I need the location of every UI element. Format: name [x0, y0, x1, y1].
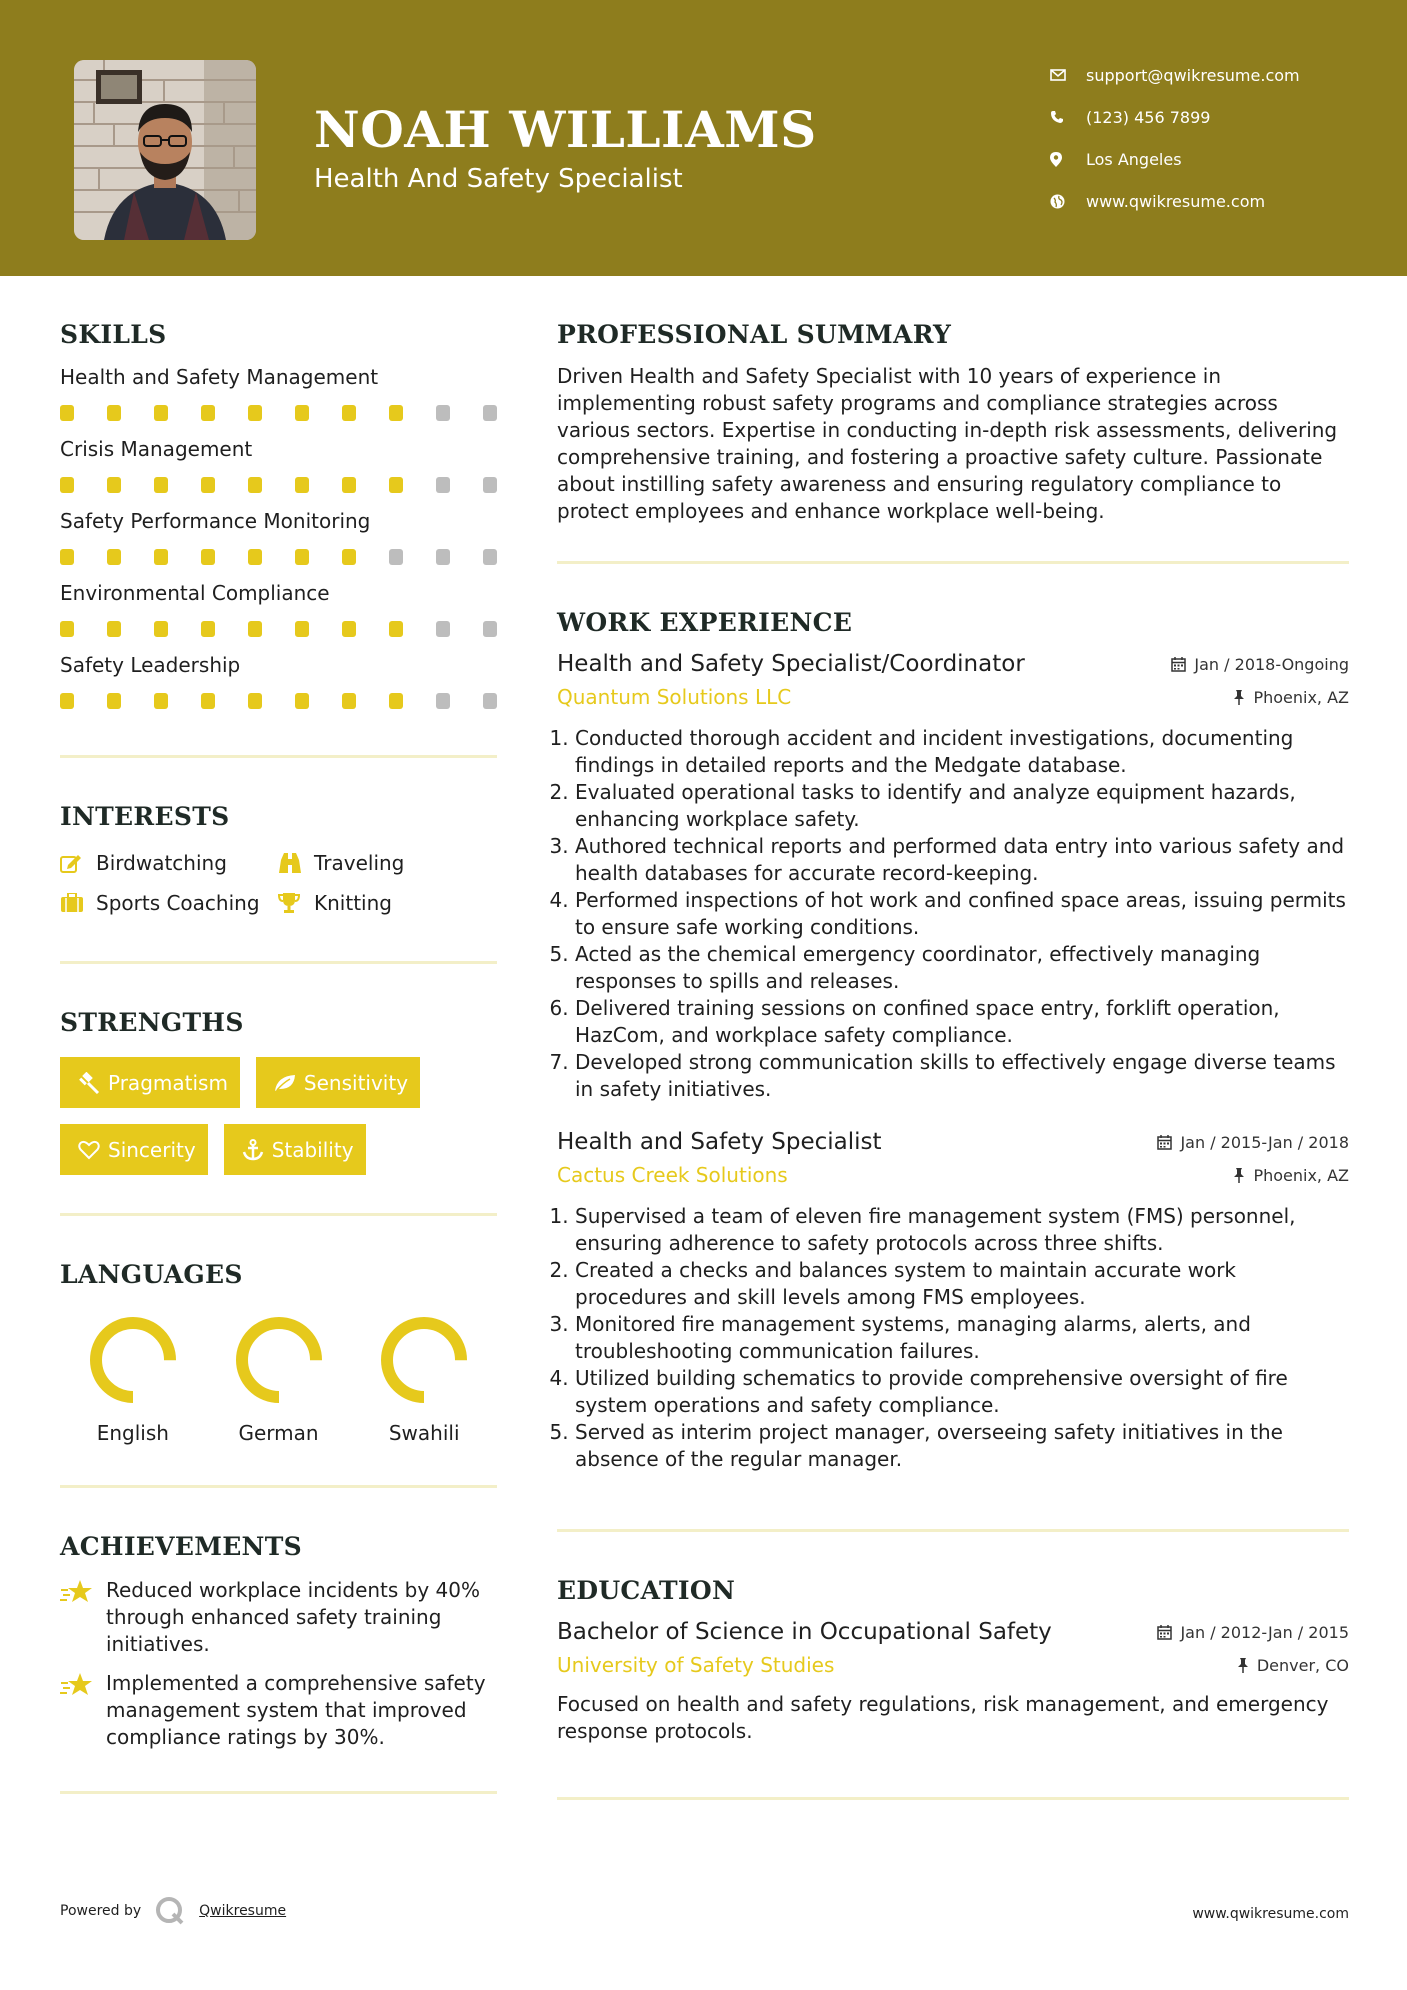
footer-powered-by — [60, 1896, 286, 1926]
leaf-icon — [266, 1073, 304, 1093]
heart-icon — [70, 1140, 108, 1160]
strength-chip — [256, 1057, 420, 1108]
strength-label: Sincerity — [108, 1137, 196, 1162]
skill-name: Crisis Management — [60, 437, 253, 461]
rating-dot-filled — [201, 621, 215, 637]
job-bullet: 1. Supervised a team of eleven fire management system (FMS) personnel, ensuring adherence to safety protocols across three shifts. — [575, 1203, 1349, 1257]
job-bullet: 4. Performed inspections of hot work and confined space areas, issuing permits to ensure safe working conditions. — [575, 887, 1349, 941]
skill-name: Health and Safety Management — [60, 365, 379, 389]
strengths-title: STRENGTHS — [60, 1008, 244, 1037]
contact-website[interactable] — [1050, 180, 1390, 222]
language-level-ring — [379, 1315, 469, 1405]
interests-title: INTERESTS — [60, 802, 230, 831]
rating-dot-filled — [248, 477, 262, 493]
binoculars-icon — [278, 852, 314, 874]
job-title: Health and Safety Specialist — [557, 1129, 882, 1155]
achievements-title: ACHIEVEMENTS — [60, 1532, 302, 1561]
summary-title: PROFESSIONAL SUMMARY — [557, 320, 952, 349]
powered-by-text: Powered by — [60, 1903, 142, 1919]
rating-dot-filled — [60, 621, 74, 637]
interests-section — [60, 802, 497, 915]
interest-label: Birdwatching — [96, 851, 227, 875]
profile-photo — [74, 60, 256, 240]
rating-dot-filled — [248, 693, 262, 709]
language-level-arc — [387, 1323, 461, 1397]
job-bullets — [557, 725, 1349, 1103]
rating-dot-filled — [60, 693, 74, 709]
rating-dot-filled — [107, 477, 121, 493]
rating-dot-empty — [389, 549, 403, 565]
strengths-section — [60, 1008, 497, 1175]
skill-item — [60, 435, 497, 493]
job-entry — [557, 1129, 1349, 1473]
education-location — [1237, 1656, 1349, 1675]
trophy-icon — [278, 892, 314, 914]
rating-dot-filled — [389, 405, 403, 421]
job-date-text: Jan / 2018-Ongoing — [1194, 654, 1349, 674]
rating-dot-empty — [436, 693, 450, 709]
anchor-icon — [234, 1139, 272, 1161]
qwikresume-logo-icon — [155, 1896, 185, 1926]
interests-list — [60, 851, 497, 915]
education-title: EDUCATION — [557, 1576, 736, 1605]
rating-dot-filled — [107, 693, 121, 709]
language-level-ring — [234, 1315, 324, 1405]
interest-item — [60, 891, 278, 915]
right-column — [557, 320, 1349, 1800]
rating-dot-filled — [295, 405, 309, 421]
rating-dot-filled — [295, 477, 309, 493]
education-date-text: Jan / 2012-Jan / 2015 — [1180, 1622, 1349, 1642]
pencil-square-icon — [60, 853, 96, 873]
rating-dot-filled — [107, 405, 121, 421]
rating-dot-empty — [436, 549, 450, 565]
interest-item — [278, 891, 497, 915]
language-label: Swahili — [388, 1421, 460, 1445]
job-title: Health and Safety Specialist/Coordinator — [557, 651, 1025, 677]
achievement-item — [60, 1670, 497, 1751]
experience-title: WORK EXPERIENCE — [557, 608, 853, 637]
language-label: German — [238, 1421, 319, 1445]
gavel-icon — [70, 1072, 108, 1094]
achievements-section — [60, 1532, 497, 1751]
job-date-text: Jan / 2015-Jan / 2018 — [1180, 1132, 1349, 1152]
calendar-icon — [1171, 657, 1186, 672]
rating-dot-empty — [483, 549, 497, 565]
skill-item — [60, 363, 497, 421]
rating-dot-filled — [60, 405, 74, 421]
job-bullet: 2. Created a checks and balances system to maintain accurate work procedures and skill levels among FMS employees. — [575, 1257, 1349, 1311]
skill-name: Environmental Compliance — [60, 581, 330, 605]
rating-dot-filled — [248, 405, 262, 421]
rating-dot-filled — [295, 693, 309, 709]
rating-dot-filled — [342, 477, 356, 493]
strength-label: Stability — [271, 1137, 354, 1162]
job-location-text: Phoenix, AZ — [1253, 687, 1349, 707]
job-bullet: 1. Conducted thorough accident and incident investigations, documenting findings in detailed reports and the Medgate database. — [575, 725, 1349, 779]
language-label: English — [96, 1421, 169, 1445]
job-bullet: 5. Served as interim project manager, overseeing safety initiatives in the absence of the regular manager. — [575, 1419, 1349, 1473]
section-divider — [60, 961, 497, 964]
rating-dot-filled — [154, 477, 168, 493]
section-divider — [60, 1485, 497, 1488]
interest-item — [60, 851, 278, 875]
rating-dot-empty — [483, 477, 497, 493]
star-icon — [60, 1670, 106, 1751]
contact-email[interactable] — [1050, 54, 1390, 96]
rating-dot-filled — [201, 693, 215, 709]
job-bullet: 3. Monitored fire management systems, managing alarms, alerts, and troubleshooting communication failures. — [575, 1311, 1349, 1365]
rating-dot-filled — [60, 477, 74, 493]
interest-label: Traveling — [314, 851, 405, 875]
strength-label: Sensitivity — [303, 1070, 409, 1095]
job-bullet: 5. Acted as the chemical emergency coordinator, effectively managing responses to spills and releases. — [575, 941, 1349, 995]
rating-dot-filled — [107, 621, 121, 637]
language-item — [351, 1315, 497, 1445]
brand-link[interactable]: Qwikresume — [199, 1903, 287, 1919]
language-level-ring — [88, 1315, 178, 1405]
rating-dot-filled — [295, 621, 309, 637]
experience-section — [557, 608, 1349, 1473]
rating-dot-empty — [483, 621, 497, 637]
summary-text: Driven Health and Safety Specialist with 10 years of experience in implementing robust safety programs and compliance strategies across various sectors. Expertise in conducting in-depth risk assessments, delivering comprehensive training, and fostering a proactive safety culture. Passionate about instilling safety awareness and ensuring regulatory compliance to protect employees and enhance workplace well-being. — [557, 364, 1338, 523]
rating-dot-filled — [60, 549, 74, 565]
languages-section — [60, 1260, 497, 1445]
strength-chip — [60, 1057, 240, 1108]
company-name: Cactus Creek Solutions — [557, 1163, 788, 1187]
section-divider — [60, 1213, 497, 1216]
section-divider — [557, 1797, 1349, 1800]
skill-name: Safety Leadership — [60, 653, 241, 677]
skill-rating — [60, 693, 497, 709]
rating-dot-filled — [154, 693, 168, 709]
skill-rating — [60, 477, 497, 493]
job-bullet: 4. Utilized building schematics to provide comprehensive oversight of fire system operations and safety compliance. — [575, 1365, 1349, 1419]
education-entry — [557, 1619, 1349, 1745]
skill-name: Safety Performance Monitoring — [60, 509, 371, 533]
skill-rating — [60, 405, 497, 421]
job-location — [1233, 688, 1349, 707]
rating-dot-filled — [201, 477, 215, 493]
job-date — [1157, 1133, 1349, 1152]
interest-label: Sports Coaching — [96, 891, 260, 915]
rating-dot-filled — [248, 549, 262, 565]
globe-icon — [1050, 194, 1086, 209]
job-bullet: 7. Developed strong communication skills to effectively engage diverse teams in safety initiatives. — [575, 1049, 1349, 1103]
rating-dot-filled — [389, 621, 403, 637]
skills-list — [60, 363, 497, 709]
skills-title: SKILLS — [60, 320, 167, 349]
languages-title: LANGUAGES — [60, 1260, 243, 1289]
language-item — [60, 1315, 206, 1445]
education-section — [557, 1576, 1349, 1745]
map-pin-icon — [1050, 152, 1086, 167]
languages-list — [60, 1315, 497, 1445]
rating-dot-empty — [483, 405, 497, 421]
rating-dot-filled — [201, 405, 215, 421]
degree-title: Bachelor of Science in Occupational Safety — [557, 1619, 1052, 1645]
calendar-icon — [1157, 1135, 1172, 1150]
footer-website[interactable]: www.qwikresume.com — [1192, 1906, 1349, 1922]
rating-dot-filled — [342, 693, 356, 709]
job-bullet: 6. Delivered training sessions on confined space entry, forklift operation, HazCom, and workplace safety compliance. — [575, 995, 1349, 1049]
calendar-icon — [1157, 1625, 1172, 1640]
company-name: Quantum Solutions LLC — [557, 685, 792, 709]
pushpin-icon — [1233, 1168, 1245, 1183]
contact-email-text: support@qwikresume.com — [1086, 65, 1300, 85]
job-bullet: 2. Evaluated operational tasks to identify and analyze equipment hazards, enhancing workplace safety. — [575, 779, 1349, 833]
education-description: Focused on health and safety regulations, risk management, and emergency response protocols. — [557, 1692, 1329, 1743]
contact-location — [1050, 138, 1390, 180]
job-bullets — [557, 1203, 1349, 1473]
rating-dot-filled — [107, 549, 121, 565]
rating-dot-filled — [154, 405, 168, 421]
summary-section — [557, 320, 1349, 525]
education-date — [1157, 1623, 1349, 1642]
rating-dot-filled — [201, 549, 215, 565]
rating-dot-filled — [342, 549, 356, 565]
contact-location-text: Los Angeles — [1086, 149, 1182, 169]
phone-icon — [1050, 110, 1086, 124]
school-name: University of Safety Studies — [557, 1653, 835, 1677]
education-location-text: Denver, CO — [1256, 1655, 1349, 1675]
candidate-job-title: Health And Safety Specialist — [314, 164, 683, 194]
briefcase-icon — [60, 893, 96, 913]
job-location — [1233, 1166, 1349, 1185]
job-date — [1171, 655, 1349, 674]
skill-rating — [60, 549, 497, 565]
skill-rating — [60, 621, 497, 637]
strength-chip — [224, 1124, 366, 1175]
contact-list — [1050, 54, 1390, 222]
job-bullet: 3. Authored technical reports and performed data entry into various safety and health databases for accurate record-keeping. — [575, 833, 1349, 887]
section-divider — [60, 755, 497, 758]
rating-dot-empty — [436, 405, 450, 421]
job-location-text: Phoenix, AZ — [1253, 1165, 1349, 1185]
contact-website-text: www.qwikresume.com — [1086, 191, 1266, 211]
rating-dot-filled — [342, 621, 356, 637]
pushpin-icon — [1233, 690, 1245, 705]
strength-label: Pragmatism — [108, 1070, 228, 1095]
language-item — [206, 1315, 352, 1445]
rating-dot-filled — [342, 405, 356, 421]
rating-dot-filled — [295, 549, 309, 565]
contact-phone[interactable] — [1050, 96, 1390, 138]
achievement-text: Reduced workplace incidents by 40% through enhanced safety training initiatives. — [106, 1578, 481, 1656]
section-divider — [60, 1791, 497, 1794]
contact-phone-text: (123) 456 7899 — [1086, 107, 1211, 127]
rating-dot-filled — [248, 621, 262, 637]
skills-section — [60, 320, 497, 709]
skill-item — [60, 651, 497, 709]
job-entry — [557, 651, 1349, 1103]
left-column — [60, 320, 497, 1794]
rating-dot-filled — [389, 477, 403, 493]
achievement-item — [60, 1577, 497, 1658]
strength-chip — [60, 1124, 208, 1175]
skill-item — [60, 579, 497, 637]
language-level-arc — [242, 1323, 316, 1397]
rating-dot-filled — [154, 621, 168, 637]
language-level-arc — [96, 1323, 170, 1397]
rating-dot-filled — [154, 549, 168, 565]
rating-dot-empty — [436, 621, 450, 637]
rating-dot-filled — [389, 693, 403, 709]
strengths-list — [60, 1057, 497, 1175]
envelope-icon — [1050, 69, 1086, 81]
achievement-text: Implemented a comprehensive safety management system that improved compliance ratings by 30%. — [106, 1671, 486, 1749]
section-divider — [557, 1529, 1349, 1532]
resume-header — [0, 0, 1407, 276]
interest-item — [278, 851, 497, 875]
pushpin-icon — [1237, 1658, 1249, 1673]
rating-dot-empty — [483, 693, 497, 709]
rating-dot-empty — [436, 477, 450, 493]
star-icon — [60, 1577, 106, 1658]
section-divider — [557, 561, 1349, 564]
interest-label: Knitting — [314, 891, 392, 915]
skill-item — [60, 507, 497, 565]
candidate-name: NOAH WILLIAMS — [314, 100, 817, 159]
